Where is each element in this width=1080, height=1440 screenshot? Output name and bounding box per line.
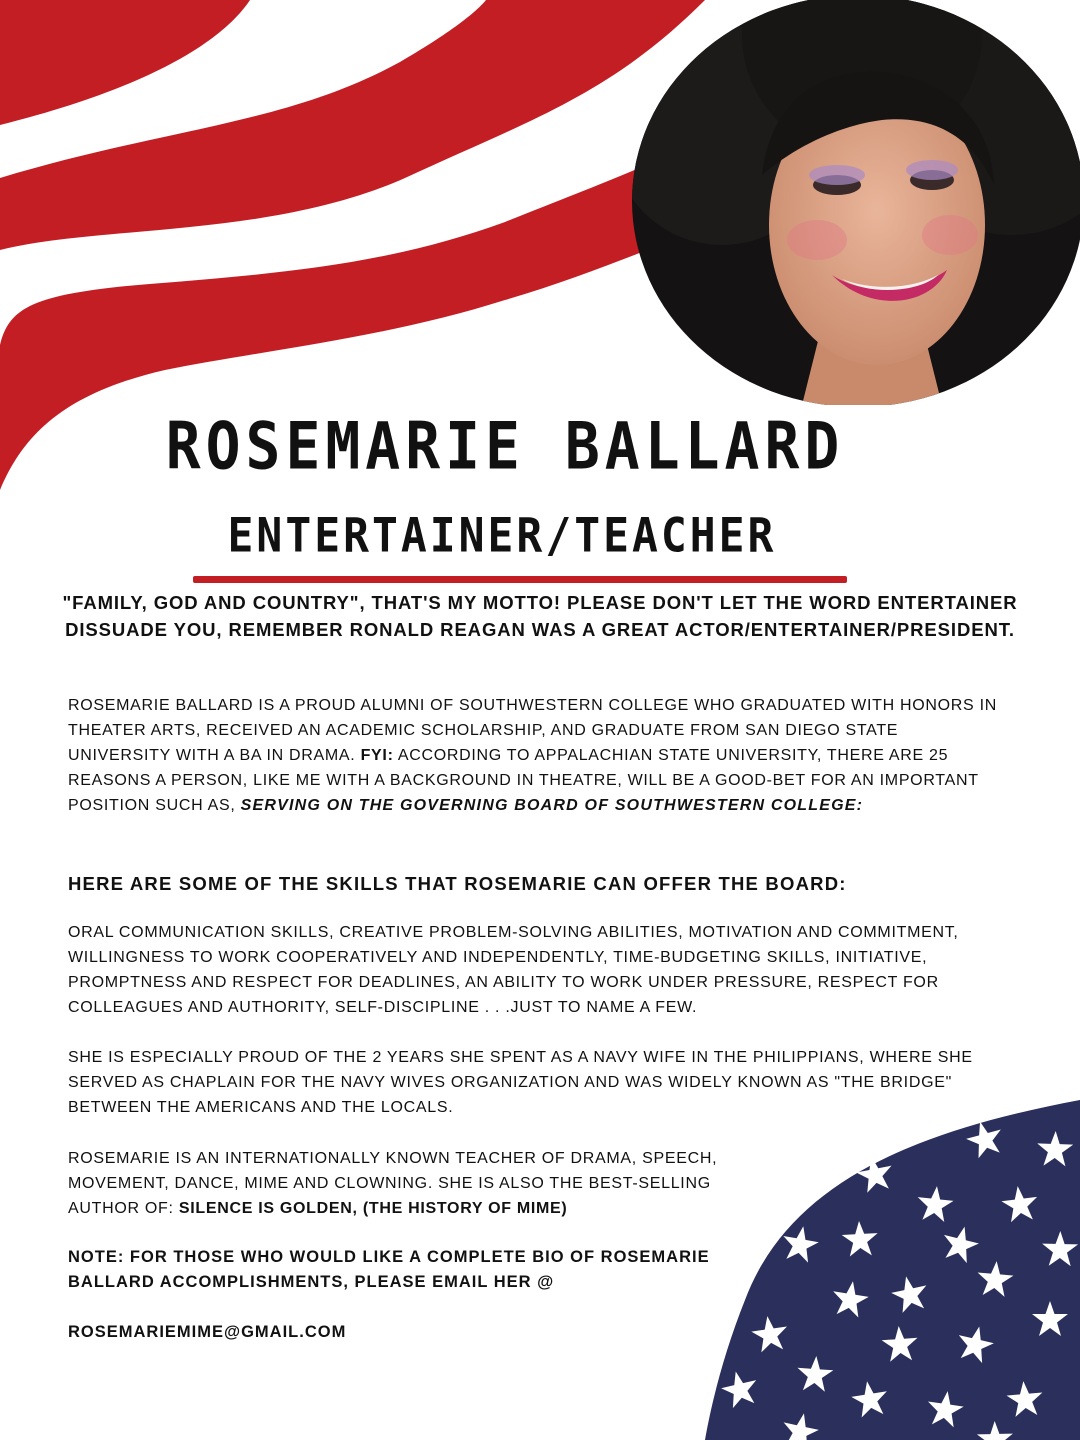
teacher-text: ROSEMARIE IS AN INTERNATIONALLY KNOWN TEACHER OF DRAMA, SPEECH, MOVEMENT, DANCE, MIME AND CLOWNING. SHE IS ALSO THE BEST-SELLING AUTHOR OF: (68, 1150, 718, 1217)
board-emphasis: SERVING ON THE GOVERNING BOARD OF SOUTHWESTERN COLLEGE: (240, 797, 864, 814)
title-underline (193, 576, 847, 583)
cheek-left (787, 220, 847, 260)
eyeshadow-right (906, 160, 958, 180)
fyi-label: FYI: (360, 747, 394, 764)
eyeshadow-left (809, 165, 865, 185)
cheek-right (922, 215, 978, 255)
skills-paragraph: ORAL COMMUNICATION SKILLS, CREATIVE PROBLEM-SOLVING ABILITIES, MOTIVATION AND COMMITMENT, WILLINGNESS TO WORK COOPERATIVELY AND INDEPENDENTLY, TIME-BUDGETING SKILLS, INITIATIVE, PROMPTNESS AND RESPECT FOR DEADLINES, AN ABILITY TO WORK UNDER PRESSURE, RESPECT FOR COLLEAGUES AND AUTHORITY, SELF-DISCIPLINE . . .JUST TO NAME A FEW. (68, 924, 959, 1016)
portrait-photo (632, 0, 1080, 405)
book-title: SILENCE IS GOLDEN, (THE HISTORY OF MIME) (178, 1200, 568, 1217)
contact-email[interactable]: ROSEMARIEMIME@GMAIL.COM (68, 1323, 347, 1341)
teacher-paragraph (68, 1146, 768, 1221)
person-name: ROSEMARIE BALLARD (165, 408, 845, 485)
motto-quote: "FAMILY, GOD AND COUNTRY", THAT'S MY MOTTO! PLEASE DON'T LET THE WORD ENTERTAINER DISSUADE YOU, REMEMBER RONALD REAGAN WAS A GREAT ACTOR/ENTERTAINER/PRESIDENT. (62, 592, 1018, 640)
skills-heading: HERE ARE SOME OF THE SKILLS THAT ROSEMARIE CAN OFFER THE BOARD: (68, 873, 847, 894)
navy-paragraph: SHE IS ESPECIALLY PROUD OF THE 2 YEARS SHE SPENT AS A NAVY WIFE IN THE PHILIPPIANS, WHERE SHE SERVED AS CHAPLAIN FOR THE NAVY WIVES ORGANIZATION AND WAS WIDELY KNOWN AS "THE BRIDGE" BETWEEN THE AMERICANS AND THE LOCALS. (68, 1049, 973, 1116)
bio-text-2: ACCORDING TO APPALACHIAN STATE UNIVERSITY, THERE ARE 25 REASONS A PERSON, LIKE ME WITH A BACKGROUND IN THEATRE, WILL BE A GOOD-BET FOR AN IMPORTANT POSITION SUCH AS, (68, 747, 979, 814)
note-paragraph: NOTE: FOR THOSE WHO WOULD LIKE A COMPLETE BIO OF ROSEMARIE BALLARD ACCOMPLISHMENTS, PLEASE EMAIL HER @ (68, 1248, 710, 1291)
person-role: ENTERTAINER/TEACHER (227, 508, 777, 564)
bio-text-1: ROSEMARIE BALLARD IS A PROUD ALUMNI OF SOUTHWESTERN COLLEGE WHO GRADUATED WITH HONORS IN THEATER ARTS, RECEIVED AN ACADEMIC SCHOLARSHIP, AND GRADUATE FROM SAN DIEGO STATE UNIVERSITY WITH A BA IN DRAMA. (68, 697, 997, 764)
bio-paragraph (68, 693, 998, 818)
